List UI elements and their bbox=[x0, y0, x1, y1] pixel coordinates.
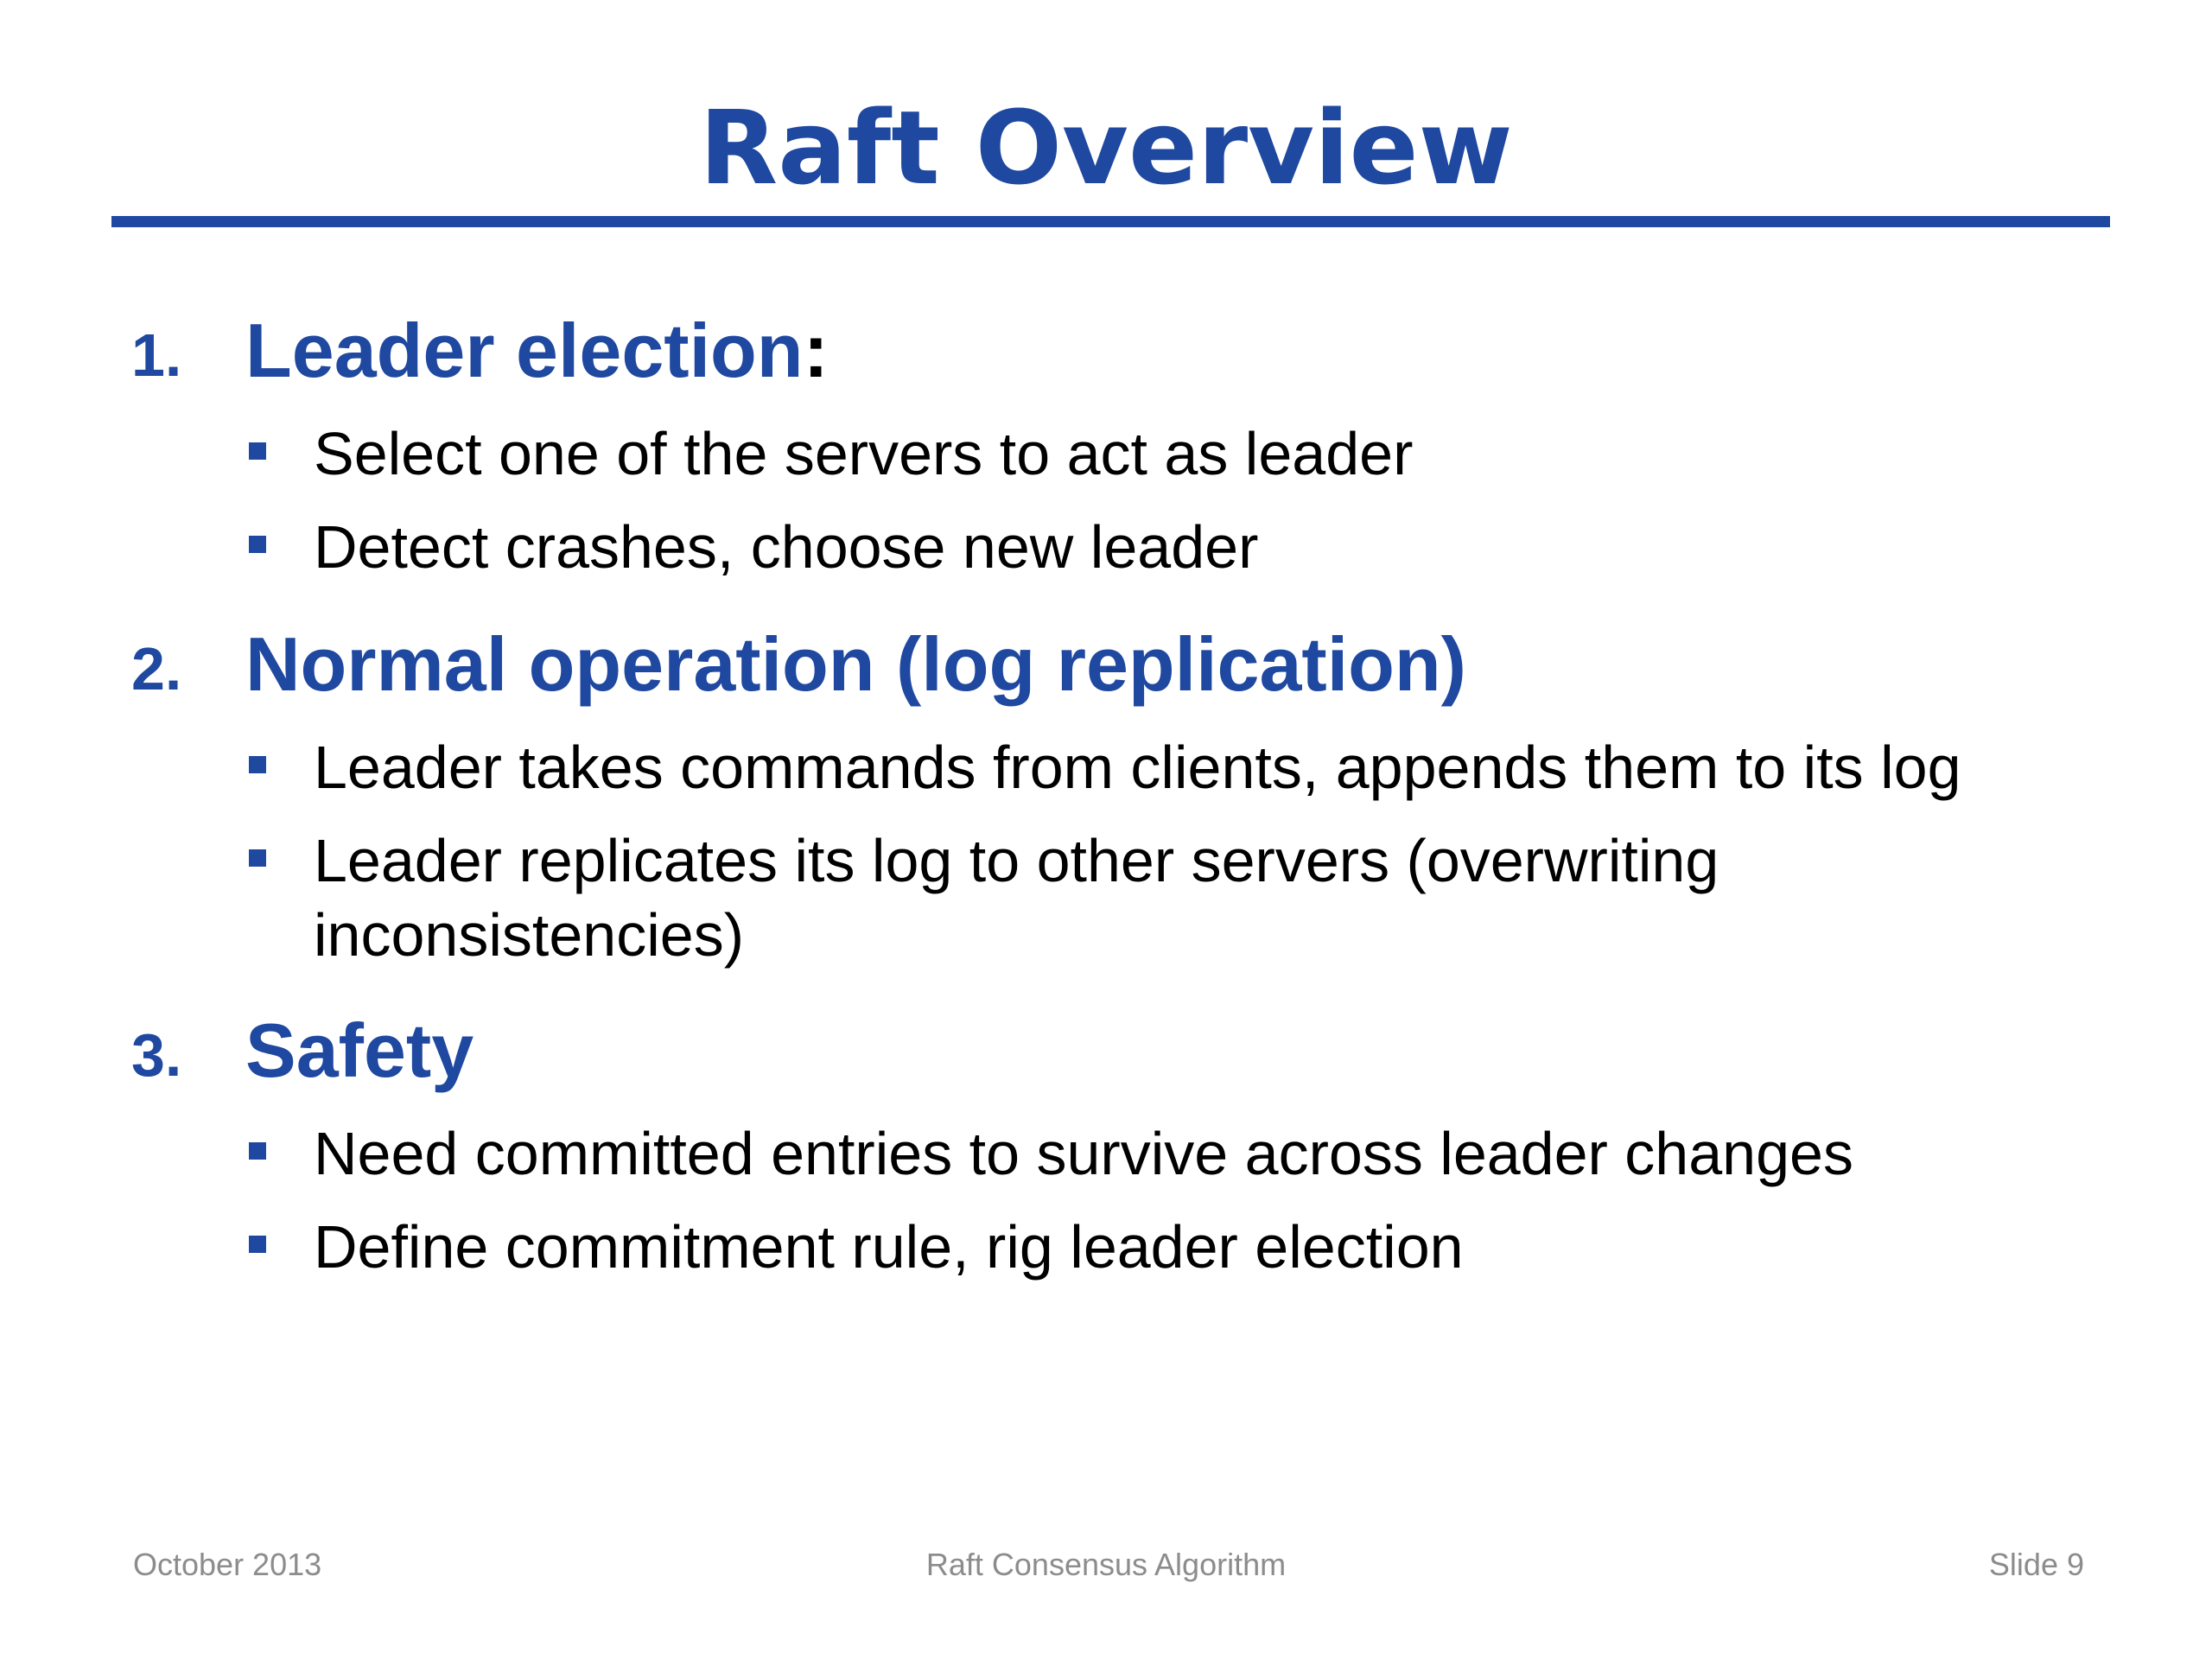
footer-date: October 2013 bbox=[133, 1547, 322, 1582]
square-bullet-icon bbox=[249, 756, 266, 773]
section-heading bbox=[0, 308, 2212, 399]
square-bullet-icon bbox=[249, 849, 266, 867]
section-number: 2. bbox=[131, 635, 182, 702]
square-bullet-icon bbox=[249, 536, 266, 553]
section-title: Safety bbox=[245, 1007, 474, 1093]
section-number: 1. bbox=[131, 321, 182, 389]
footer-slide-number: Slide 9 bbox=[1988, 1547, 2084, 1582]
section-title bbox=[245, 308, 829, 393]
bullet-text: Leader takes commands from clients, appends them to its log bbox=[314, 734, 1961, 801]
section-title-text: Leader election bbox=[245, 308, 804, 393]
section-title: Normal operation (log replication) bbox=[245, 621, 1466, 707]
footer-topic: Raft Consensus Algorithm bbox=[925, 1547, 1287, 1582]
square-bullet-icon bbox=[249, 1142, 266, 1160]
bullet-text: Leader replicates its log to other servers (overwriting inconsistencies) bbox=[314, 827, 1719, 969]
bullet-text: Define commitment rule, rig leader election bbox=[314, 1213, 1464, 1281]
section-number: 3. bbox=[131, 1021, 182, 1089]
bullet-text: Select one of the servers to act as leader bbox=[314, 420, 1414, 487]
section-heading bbox=[0, 1007, 2212, 1099]
square-bullet-icon bbox=[249, 442, 266, 460]
slide-title: Raft Overview bbox=[699, 88, 1513, 207]
title-underline-rule bbox=[111, 216, 2110, 227]
square-bullet-icon bbox=[249, 1236, 266, 1253]
section-title-colon: : bbox=[803, 308, 829, 393]
section-heading bbox=[0, 621, 2212, 713]
bullet-text: Need committed entries to survive across leader changes bbox=[314, 1120, 1853, 1187]
bullet-text: Detect crashes, choose new leader bbox=[314, 513, 1259, 581]
